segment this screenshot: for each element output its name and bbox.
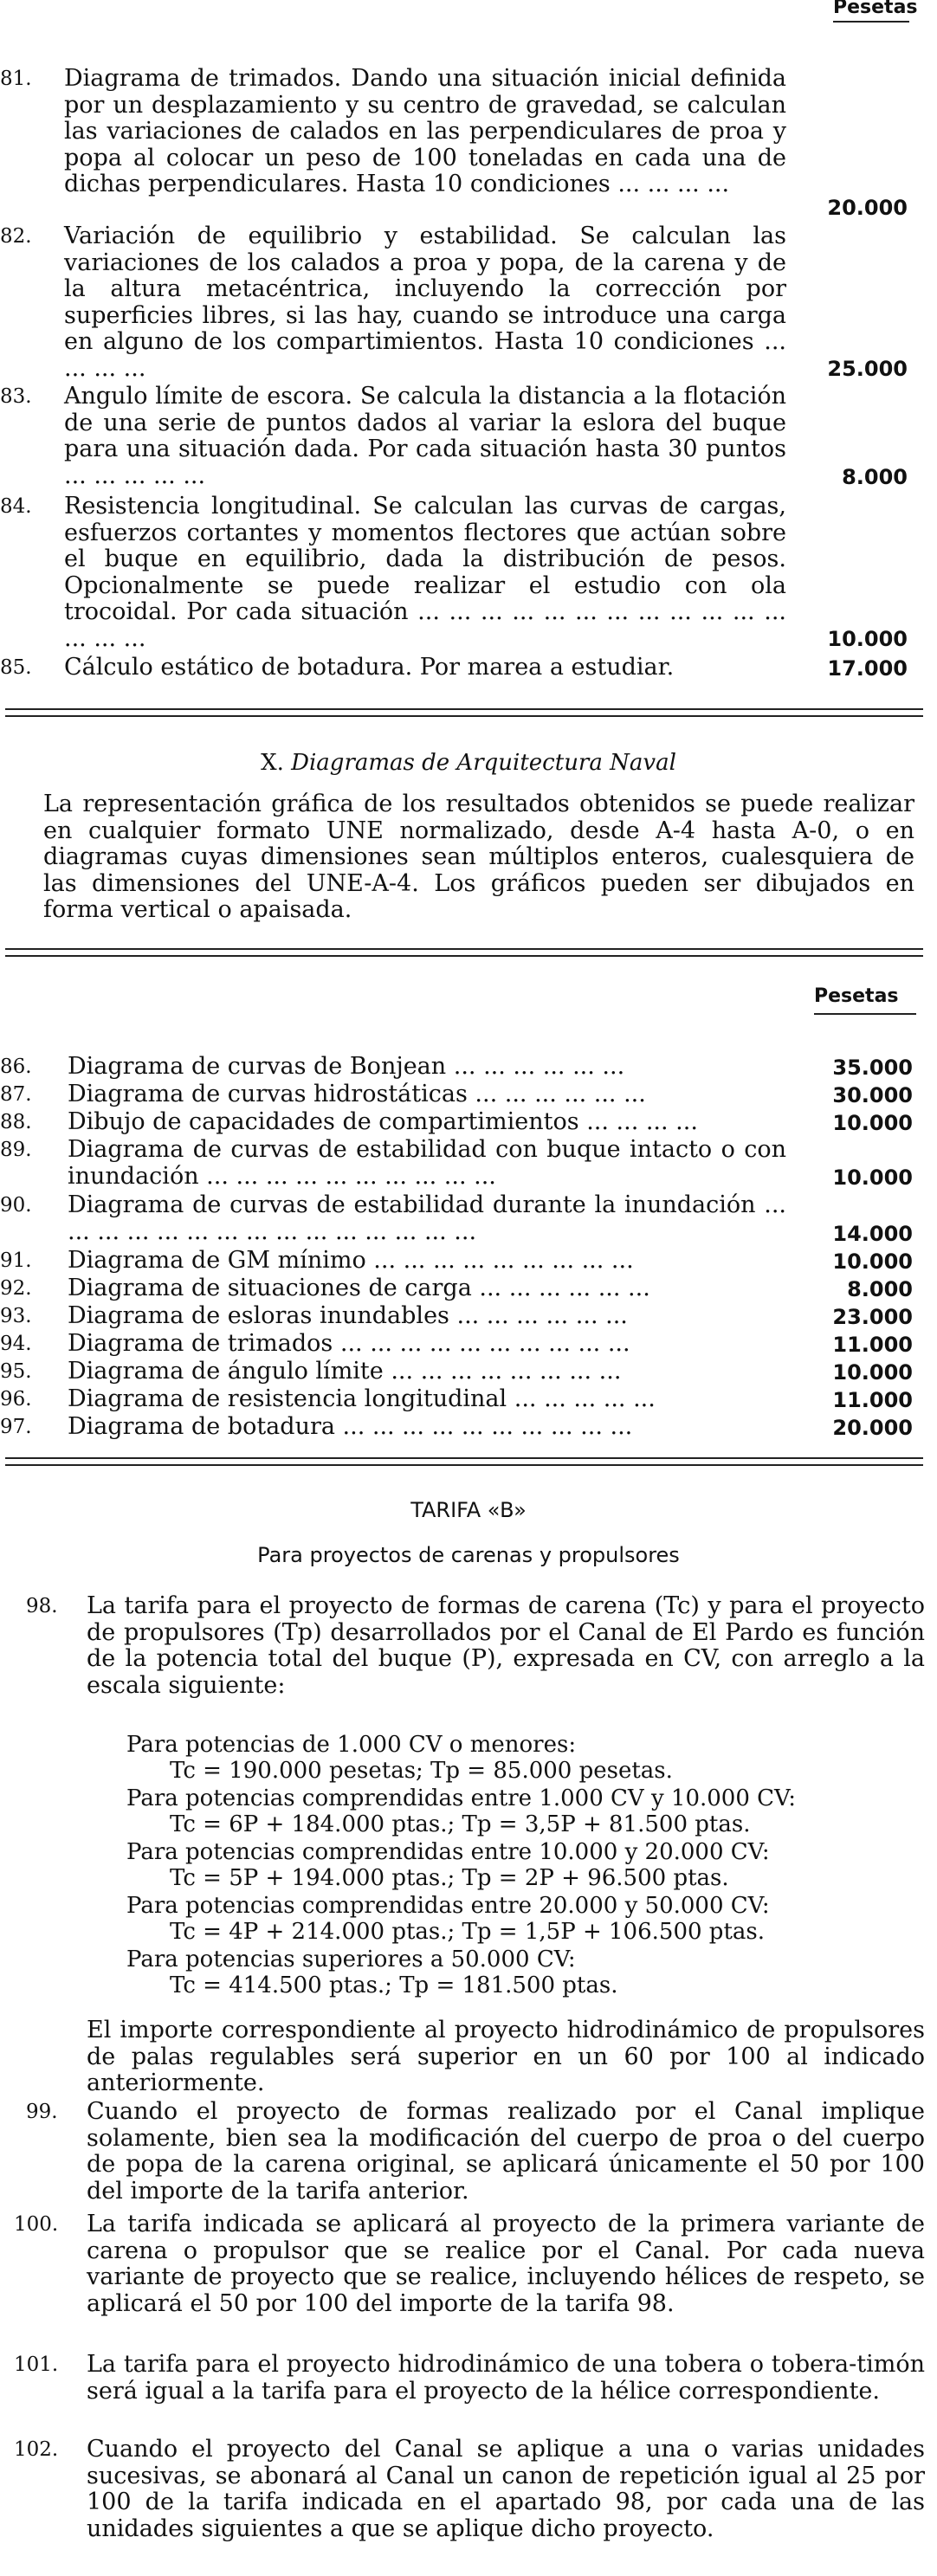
list-item-89 [0,1137,937,1191]
item-price: 10.000 [832,1111,913,1135]
list-item-90 [0,1192,937,1246]
list-item-92 [0,1275,937,1302]
item-text: Diagrama de curvas hidrostáticas ... ... ... ... ... ... [68,1081,646,1107]
list-item-91 [0,1248,937,1275]
item-number: 82. [0,225,32,248]
scale-formula: Tc = 6P + 184.000 ptas.; Tp = 3,5P + 81.500 ptas. [170,1811,751,1837]
item-price: 35.000 [832,1056,913,1080]
item-number: 97. [0,1416,32,1438]
item-price: 30.000 [832,1083,913,1107]
item-text: Diagrama de resistencia longitudinal ... ... ... ... ... [68,1385,656,1412]
item-text: Diagrama de curvas de Bonjean ... ... ... ... ... ... [68,1053,625,1080]
item-price: 8.000 [842,465,908,489]
item-number: 81. [0,68,32,90]
item98-closing: El importe correspondiente al proyecto hidrodinámico de propulsores de palas regulables será superior en un 60 por 100 al indicado anteriormente. [87,2017,925,2096]
item-text: Cálculo estático de botadura. Por marea a estudiar. [64,654,675,681]
item-number: 99. [26,2101,58,2123]
item-price: 10.000 [832,1249,913,1274]
item-text: La tarifa para el proyecto hidrodinámico de una tobera o tobera-timón será igual a la tarifa para el proyecto de la hélice correspondiente. [87,2351,925,2405]
section-divider [5,948,923,957]
tarifa-subtitle: Para proyectos de carenas y propulsores [257,1543,680,1567]
pesetas-header-mid: Pesetas [814,985,899,1007]
section-divider [5,1457,923,1466]
section-number: X. [261,750,284,776]
tarifa-title: TARIFA «B» [410,1498,527,1522]
item-text: Diagrama de botadura ... ... ... ... ... ... ... ... ... ... [68,1413,633,1440]
item-number: 87. [0,1083,32,1106]
section-paragraph: La representación gráfica de los resultados obtenidos se puede realizar en cualquier formato UNE normalizado, desde A-4 hasta A-0, o en diagramas cuyas dimensiones sean múltiplos enteros, cualesquiera de las dimensiones del UNE-A-4. Los gráficos pueden ser dibujados en forma vertical o apaisada. [43,791,914,923]
pesetas-header-top: Pesetas [833,0,918,18]
section-title-text: Diagramas de Arquitectura Naval [291,750,676,776]
item-price: 17.000 [827,656,908,681]
item-number: 89. [0,1139,32,1161]
list-item-86 [0,1054,937,1081]
item-price: 20.000 [832,1416,913,1440]
item-text: Diagrama de ángulo límite ... ... ... ... ... ... ... ... [68,1358,622,1385]
list-item-95 [0,1359,937,1385]
item-price: 10.000 [827,627,908,651]
item-price: 23.000 [832,1305,913,1329]
item-number: 93. [0,1305,32,1327]
item-text: Diagrama de esloras inundables ... ... ... ... ... ... [68,1302,628,1329]
item-number: 88. [0,1111,32,1133]
item-text: Cuando el proyecto de formas realizado por el Canal implique solamente, bien sea la modificación del cuerpo de proa o del cuerpo de popa de la carena original, se aplicará únicamente el 50 por 100 del importe de la tarifa anterior. [87,2098,925,2205]
header-underline [814,1013,916,1015]
scale-formula: Tc = 414.500 ptas.; Tp = 181.500 ptas. [170,1972,618,1998]
list-item-93 [0,1303,937,1330]
scale-label: Para potencias comprendidas entre 10.000 y 20.000 CV: [126,1839,770,1865]
list-item-94 [0,1331,937,1358]
scale-formula: Tc = 5P + 194.000 ptas.; Tp = 2P + 96.500 ptas. [170,1865,729,1891]
item-price: 8.000 [847,1277,913,1301]
item-number: 98. [26,1595,58,1617]
item-price: 10.000 [832,1165,913,1190]
item-text: Resistencia longitudinal. Se calculan las curvas de cargas, esfuerzos cortantes y momentos flectores que actúan sobre el buque en equilibrio, dada la distribución de pesos. Opcionalmente se puede realizar el estudio con ola trocoidal. Por cada situación ... ... ... ... ... ... ... ... ... ... ... ... ... ... ... [64,493,786,652]
item-price: 11.000 [832,1333,913,1357]
item-text: Angulo límite de escora. Se calcula la distancia a la flotación de una serie de puntos dados al variar la eslora del buque para una situación dada. Por cada situación hasta 30 puntos ... ... ... ... ... [64,383,786,489]
item-number: 96. [0,1388,32,1411]
item-price: 10.000 [832,1360,913,1385]
list-item-96 [0,1386,937,1413]
item-text: Variación de equilibrio y estabilidad. Se calculan las variaciones de los calados a proa y popa, de la carena y de la altura metacéntrica, incluyendo la corrección por superficies libres, si las hay, cuando se introduce una carga en alguno de los compartimientos. Hasta 10 condiciones ... ... ... ... [64,223,786,382]
item-price: 14.000 [832,1222,913,1246]
item-number: 95. [0,1360,32,1383]
item-number: 101. [14,2353,59,2376]
item-price: 25.000 [827,357,908,381]
list-item-88 [0,1109,937,1136]
item-text: Diagrama de GM mínimo ... ... ... ... ... ... ... ... ... [68,1247,634,1274]
item-number: 90. [0,1194,32,1217]
item-text: La tarifa para el proyecto de formas de carena (Tc) y para el proyecto de propulsores (Tp) desarrollados por el Canal de El Pardo es función de la potencia total del buque (P), expresada en CV, con arreglo a la escala siguiente: [87,1592,925,1699]
item-number: 84. [0,495,32,518]
list-item-97 [0,1414,937,1441]
item-text: Diagrama de curvas de estabilidad con buque intacto o con inundación ... ... ... ... ... ... ... ... ... ... [68,1136,786,1190]
item-number: 86. [0,1056,32,1078]
item-text: Diagrama de trimados ... ... ... ... ... ... ... ... ... ... [68,1330,630,1357]
item-number: 100. [14,2213,59,2236]
item-number: 85. [0,656,32,679]
item-number: 102. [14,2438,59,2461]
scale-formula: Tc = 4P + 214.000 ptas.; Tp = 1,5P + 106.500 ptas. [170,1919,765,1945]
item-number: 92. [0,1277,32,1300]
item-text: Diagrama de situaciones de carga ... ... ... ... ... ... [68,1275,650,1301]
item-number: 94. [0,1333,32,1355]
scale-label: Para potencias de 1.000 CV o menores: [126,1732,577,1758]
item-text: Cuando el proyecto del Canal se aplique a una o varias unidades sucesivas, se abonará al Canal un canon de repetición igual al 25 por 100 de la tarifa indicada en el apartado 98, por cada una de las unidades siguientes a que se aplique dicho proyecto. [87,2436,925,2542]
scale-formula: Tc = 190.000 pesetas; Tp = 85.000 pesetas. [170,1758,673,1784]
section-title [0,750,937,776]
item-text: Diagrama de curvas de estabilidad durante la inundación ... ... ... ... ... ... ... ... ... ... ... ... ... ... ... [68,1191,786,1245]
item-text: La tarifa indicada se aplicará al proyecto de la primera variante de carena o propulsor que se realice por el Canal. Por cada nueva variante de proyecto que se realice, incluyendo hélices de respeto, se aplicará el 50 por 100 del importe de la tarifa 98. [87,2211,925,2317]
item-text: Dibujo de capacidades de compartimientos ... ... ... ... [68,1108,698,1135]
list-item-87 [0,1081,937,1108]
section-divider [5,708,923,717]
item-price: 20.000 [827,196,908,220]
scale-label: Para potencias comprendidas entre 20.000 y 50.000 CV: [126,1893,770,1919]
item-number: 83. [0,385,32,408]
header-underline [833,21,909,23]
scale-label: Para potencias comprendidas entre 1.000 CV y 10.000 CV: [126,1785,796,1811]
item-text: Diagrama de trimados. Dando una situación inicial definida por un desplazamiento y su centro de gravedad, se calculan las variaciones de calados en las perpendiculares de proa y popa al colocar un peso de 100 toneladas en cada una de dichas perpendiculares. Hasta 10 condiciones ... ... ... ... [64,65,786,197]
item-number: 91. [0,1249,32,1272]
scale-label: Para potencias superiores a 50.000 CV: [126,1947,576,1972]
item-price: 11.000 [832,1388,913,1412]
